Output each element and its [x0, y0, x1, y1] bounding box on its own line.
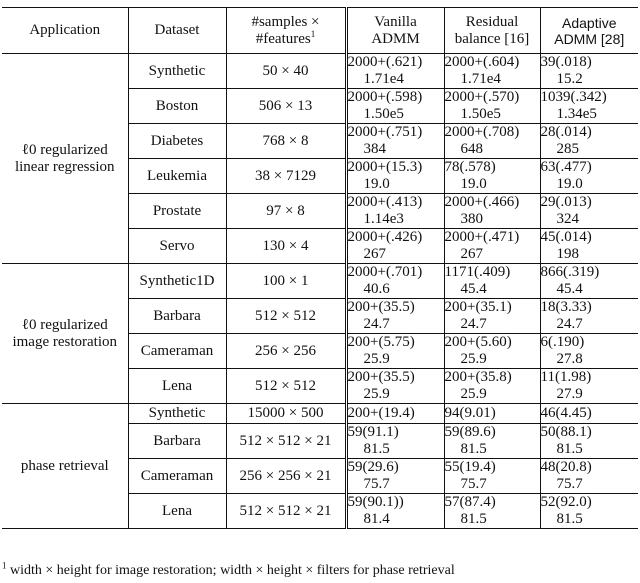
size-cell — [226, 194, 346, 229]
vanilla-cell — [346, 194, 444, 229]
header-adaptive-line1: Adaptive — [562, 14, 617, 31]
adaptive-cell — [540, 159, 638, 194]
samples-features: 100 × 1 — [262, 272, 309, 289]
vanilla-iterations: 2000+(.426) — [347, 229, 423, 245]
vanilla-time: 25.9 — [363, 386, 390, 402]
adaptive-time: 81.5 — [556, 441, 583, 457]
application-label-line: phase retrieval — [20, 457, 109, 474]
samples-features: 256 × 256 × 21 — [239, 467, 332, 484]
residual-time: 25.9 — [460, 386, 487, 402]
samples-features: 512 × 512 × 21 — [239, 502, 332, 519]
dataset-name: Cameraman — [140, 467, 214, 484]
vanilla-cell — [346, 494, 444, 529]
size-cell — [226, 124, 346, 159]
dataset-name: Prostate — [152, 202, 202, 219]
adaptive-time: 15.2 — [556, 71, 583, 87]
vanilla-time: 1.50e5 — [363, 106, 404, 122]
vanilla-iterations: 2000+(.701) — [347, 264, 423, 280]
residual-cell — [444, 264, 540, 299]
vanilla-time: 1.71e4 — [363, 71, 404, 87]
residual-iterations: 57(87.4) — [444, 494, 496, 510]
size-cell — [226, 89, 346, 124]
application-label-line: image restoration — [12, 333, 118, 350]
adaptive-iterations: 45(.014) — [540, 229, 592, 245]
size-cell — [226, 159, 346, 194]
header-application: Application — [2, 8, 128, 54]
vanilla-cell — [346, 299, 444, 334]
residual-iterations: 94(9.01) — [444, 405, 496, 421]
vanilla-time: 81.4 — [363, 511, 390, 527]
adaptive-cell — [540, 299, 638, 334]
adaptive-time: 324 — [556, 211, 579, 227]
header-adaptive-admm — [540, 8, 638, 54]
dataset-name: Lena — [162, 377, 192, 394]
vanilla-iterations: 200+(35.5) — [347, 299, 415, 315]
vanilla-cell — [346, 424, 444, 459]
vanilla-iterations: 200+(5.75) — [347, 334, 415, 350]
adaptive-iterations: 52(92.0) — [540, 494, 592, 510]
vanilla-time: 267 — [363, 246, 386, 262]
dataset-cell — [128, 264, 226, 299]
header-residual-line2: balance [16] — [454, 30, 530, 47]
adaptive-cell — [540, 494, 638, 529]
header-samples-line: #samples × — [251, 13, 320, 30]
residual-iterations: 1171(.409) — [444, 264, 511, 280]
residual-time: 380 — [460, 211, 483, 227]
dataset-cell — [128, 404, 226, 424]
vanilla-time: 1.14e3 — [363, 211, 404, 227]
vanilla-iterations: 2000+(15.3) — [347, 159, 423, 175]
residual-time: 75.7 — [460, 476, 487, 492]
adaptive-cell — [540, 404, 638, 424]
clipped-caption-top — [0, 0, 640, 6]
header-vanilla-admm — [346, 8, 444, 54]
residual-cell — [444, 54, 540, 89]
samples-features: 768 × 8 — [262, 132, 309, 149]
residual-time: 45.4 — [460, 281, 487, 297]
residual-cell — [444, 229, 540, 264]
dataset-name: Barbara — [153, 307, 201, 324]
residual-cell — [444, 159, 540, 194]
residual-time: 81.5 — [460, 511, 487, 527]
dataset-name: Barbara — [153, 432, 201, 449]
footnote-mark: 1 — [310, 28, 316, 39]
vanilla-iterations: 2000+(.621) — [347, 54, 423, 70]
vanilla-time: 24.7 — [363, 316, 390, 332]
size-cell — [226, 264, 346, 299]
dataset-cell — [128, 124, 226, 159]
results-table — [2, 7, 638, 529]
residual-iterations: 59(89.6) — [444, 424, 496, 440]
vanilla-cell — [346, 369, 444, 404]
residual-iterations: 2000+(.466) — [444, 194, 520, 210]
dataset-cell — [128, 369, 226, 404]
header-row — [2, 8, 638, 54]
dataset-cell — [128, 159, 226, 194]
residual-cell — [444, 299, 540, 334]
residual-cell — [444, 459, 540, 494]
samples-features: 50 × 40 — [262, 62, 309, 79]
vanilla-cell — [346, 459, 444, 494]
vanilla-cell — [346, 334, 444, 369]
application-cell-phase-retrieval — [2, 404, 128, 529]
dataset-cell — [128, 424, 226, 459]
header-samples-features — [226, 8, 346, 54]
header-features-line — [227, 28, 345, 48]
size-cell — [226, 229, 346, 264]
dataset-name: Synthetic — [148, 405, 206, 421]
residual-time: 267 — [460, 246, 483, 262]
adaptive-cell — [540, 369, 638, 404]
adaptive-iterations: 63(.477) — [540, 159, 592, 175]
dataset-name: Synthetic — [148, 62, 206, 79]
dataset-cell — [128, 54, 226, 89]
adaptive-cell — [540, 194, 638, 229]
adaptive-iterations: 11(1.98) — [540, 369, 592, 385]
adaptive-time: 45.4 — [556, 281, 583, 297]
vanilla-time: 384 — [363, 141, 386, 157]
samples-features: 130 × 4 — [262, 237, 309, 254]
dataset-cell — [128, 494, 226, 529]
residual-iterations: 200+(35.8) — [444, 369, 512, 385]
residual-time: 24.7 — [460, 316, 487, 332]
application-label-line: linear regression — [14, 158, 115, 175]
adaptive-iterations: 39(.018) — [540, 54, 592, 70]
vanilla-cell — [346, 264, 444, 299]
vanilla-iterations: 200+(19.4) — [347, 405, 415, 421]
dataset-name: Diabetes — [150, 132, 204, 149]
dataset-cell — [128, 89, 226, 124]
samples-features: 512 × 512 — [255, 307, 316, 324]
adaptive-iterations: 18(3.33) — [540, 299, 592, 315]
footnote-text: width × height for image restoration; width × height × filters for phase retrieval — [10, 563, 455, 578]
residual-cell — [444, 494, 540, 529]
adaptive-time: 27.8 — [556, 351, 583, 367]
vanilla-cell — [346, 124, 444, 159]
residual-iterations: 78(.578) — [444, 159, 496, 175]
residual-iterations: 2000+(.708) — [444, 124, 520, 140]
dataset-name: Boston — [155, 97, 199, 114]
vanilla-cell — [346, 159, 444, 194]
residual-iterations: 200+(5.60) — [444, 334, 512, 350]
adaptive-iterations: 1039(.342) — [540, 89, 607, 105]
table-row — [2, 404, 638, 424]
vanilla-time: 19.0 — [363, 176, 390, 192]
adaptive-iterations: 28(.014) — [540, 124, 592, 140]
residual-time: 25.9 — [460, 351, 487, 367]
samples-features: 15000 × 500 — [247, 405, 324, 421]
vanilla-iterations: 2000+(.751) — [347, 124, 423, 140]
adaptive-time: 81.5 — [556, 511, 583, 527]
dataset-cell — [128, 299, 226, 334]
size-cell — [226, 369, 346, 404]
header-features-text: #features — [255, 30, 311, 47]
residual-cell — [444, 369, 540, 404]
table-row — [2, 264, 638, 299]
size-cell — [226, 54, 346, 89]
vanilla-time: 40.6 — [363, 281, 390, 297]
vanilla-cell — [346, 89, 444, 124]
adaptive-time: 75.7 — [556, 476, 583, 492]
adaptive-time: 198 — [556, 246, 579, 262]
dataset-cell — [128, 459, 226, 494]
vanilla-time: 75.7 — [363, 476, 390, 492]
vanilla-time: 81.5 — [363, 441, 390, 457]
adaptive-cell — [540, 124, 638, 159]
samples-features: 512 × 512 × 21 — [239, 432, 332, 449]
application-cell-linear-regression — [2, 54, 128, 264]
adaptive-iterations: 866(.319) — [540, 264, 600, 280]
residual-time: 19.0 — [460, 176, 487, 192]
adaptive-iterations: 46(4.45) — [540, 405, 592, 421]
residual-iterations: 200+(35.1) — [444, 299, 512, 315]
vanilla-iterations: 2000+(.598) — [347, 89, 423, 105]
residual-cell — [444, 124, 540, 159]
size-cell — [226, 459, 346, 494]
dataset-name: Lena — [162, 502, 192, 519]
footnote — [2, 560, 455, 579]
dataset-name: Cameraman — [140, 342, 214, 359]
residual-time: 1.71e4 — [460, 71, 501, 87]
application-cell-image-restoration — [2, 264, 128, 404]
table-body — [2, 54, 638, 529]
samples-features: 512 × 512 — [255, 377, 316, 394]
adaptive-time: 285 — [556, 141, 579, 157]
table-row — [2, 54, 638, 89]
residual-cell — [444, 334, 540, 369]
residual-cell — [444, 404, 540, 424]
adaptive-iterations: 48(20.8) — [540, 459, 592, 475]
adaptive-iterations: 6(.190) — [540, 334, 585, 350]
vanilla-iterations: 200+(35.5) — [347, 369, 415, 385]
header-residual-line1: Residual — [465, 13, 519, 30]
samples-features: 256 × 256 — [255, 342, 316, 359]
vanilla-iterations: 59(29.6) — [347, 459, 399, 475]
adaptive-cell — [540, 334, 638, 369]
residual-cell — [444, 89, 540, 124]
header-residual-balance — [444, 8, 540, 54]
samples-features: 506 × 13 — [258, 97, 313, 114]
application-label-line: ℓ0 regularized — [21, 316, 108, 333]
adaptive-time: 19.0 — [556, 176, 583, 192]
residual-iterations: 2000+(.570) — [444, 89, 520, 105]
vanilla-cell — [346, 229, 444, 264]
dataset-name: Servo — [159, 237, 195, 254]
vanilla-iterations: 59(90.1)) — [347, 494, 404, 510]
adaptive-cell — [540, 229, 638, 264]
dataset-cell — [128, 229, 226, 264]
vanilla-cell — [346, 404, 444, 424]
residual-time: 648 — [460, 141, 483, 157]
residual-time: 81.5 — [460, 441, 487, 457]
adaptive-cell — [540, 264, 638, 299]
adaptive-iterations: 29(.013) — [540, 194, 592, 210]
header-adaptive-line2: ADMM [28] — [554, 30, 625, 47]
samples-features: 38 × 7129 — [255, 167, 316, 184]
dataset-cell — [128, 334, 226, 369]
residual-cell — [444, 424, 540, 459]
header-dataset: Dataset — [128, 8, 226, 54]
residual-iterations: 2000+(.471) — [444, 229, 520, 245]
adaptive-time: 1.34e5 — [556, 106, 597, 122]
adaptive-iterations: 50(88.1) — [540, 424, 592, 440]
size-cell — [226, 334, 346, 369]
adaptive-time: 27.9 — [556, 386, 583, 402]
application-label-line: ℓ0 regularized — [21, 141, 108, 158]
adaptive-time: 24.7 — [556, 316, 583, 332]
header-vanilla-line2: ADMM — [371, 30, 420, 47]
vanilla-iterations: 59(91.1) — [347, 424, 399, 440]
vanilla-cell — [346, 54, 444, 89]
samples-features: 97 × 8 — [266, 202, 305, 219]
adaptive-cell — [540, 459, 638, 494]
header-vanilla-line1: Vanilla — [374, 13, 417, 30]
size-cell — [226, 494, 346, 529]
residual-time: 1.50e5 — [460, 106, 501, 122]
residual-cell — [444, 194, 540, 229]
dataset-name: Leukemia — [147, 167, 207, 184]
dataset-cell — [128, 194, 226, 229]
adaptive-cell — [540, 54, 638, 89]
footnote-number: 1 — [2, 560, 7, 571]
residual-iterations: 2000+(.604) — [444, 54, 520, 70]
adaptive-cell — [540, 89, 638, 124]
vanilla-iterations: 2000+(.413) — [347, 194, 423, 210]
size-cell — [226, 424, 346, 459]
residual-iterations: 55(19.4) — [444, 459, 496, 475]
size-cell — [226, 299, 346, 334]
adaptive-cell — [540, 424, 638, 459]
size-cell — [226, 404, 346, 424]
vanilla-time: 25.9 — [363, 351, 390, 367]
dataset-name: Synthetic1D — [139, 272, 215, 289]
